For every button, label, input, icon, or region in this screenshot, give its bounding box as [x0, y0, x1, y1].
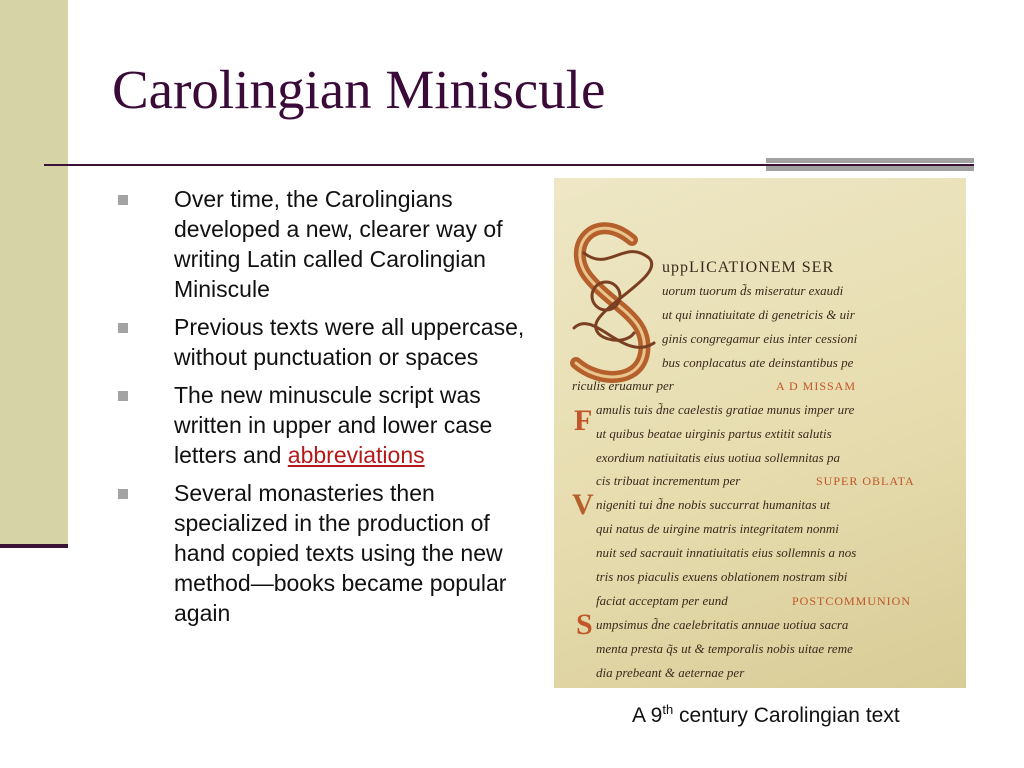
bullet-list: [112, 184, 532, 636]
abbreviations-link[interactable]: abbreviations: [287, 442, 425, 468]
manuscript-line: amulis tuis d̃ne caelestis gratiae munus imper ure: [596, 402, 855, 417]
manuscript-line: menta presta q̃s ut & temporalis nobis uitae reme: [596, 641, 853, 656]
left-decorative-band: [0, 0, 68, 547]
left-rule: [0, 544, 68, 548]
manuscript-line: uorum tuorum d̃s miseratur exaudi: [662, 283, 844, 298]
slide-title: Carolingian Miniscule: [112, 59, 606, 120]
manuscript-line: cis tribuat incrementum per: [596, 473, 741, 488]
image-caption: [632, 702, 900, 728]
square-bullet-icon: [118, 323, 128, 333]
manuscript-svg: [554, 178, 966, 688]
manuscript-line: qui natus de uirgine matris integritatem nonmi: [596, 521, 839, 536]
square-bullet-icon: [118, 489, 128, 499]
manuscript-heading: uppLICATIONEM SER: [662, 259, 835, 276]
manuscript-rubric: POSTCOMMUNION: [792, 594, 912, 608]
manuscript-line: dia prebeant & aeternae per: [596, 665, 745, 680]
square-bullet-icon: [118, 195, 128, 205]
manuscript-line: riculis eruamur per: [572, 378, 674, 393]
bullet-text: The new minuscule script was written in upper and lower case letters and: [174, 382, 493, 468]
manuscript-line: ut quibus beatae uirginis partus extitit salutis: [596, 426, 832, 441]
manuscript-rubric: A D MISSAM: [776, 379, 857, 393]
caption-superscript: th: [662, 702, 674, 717]
initial-letter: F: [574, 404, 593, 437]
manuscript-line: nuit sed sacrauit innatiuitatis eius sollemnis a nos: [596, 545, 857, 560]
title-accent-bars: [766, 158, 974, 174]
manuscript-image: [554, 178, 966, 688]
manuscript-line: tris nos piaculis exuens oblationem nostram sibi: [596, 569, 848, 584]
manuscript-rubric: SUPER OBLATA: [816, 474, 915, 488]
bullet-item: [112, 312, 532, 372]
manuscript-line: umpsimus d̃ne caelebritatis annuae uotiua sacra: [596, 617, 849, 632]
bullet-item: [112, 184, 532, 304]
manuscript-line: ut qui innatiuitate di genetricis & uir: [662, 307, 855, 322]
caption-text: A 9: [632, 704, 663, 727]
bullet-text: Over time, the Carolingians developed a new, clearer way of writing Latin called Carolingian Miniscule: [174, 186, 503, 302]
illuminated-initial-s: [574, 228, 654, 377]
bullet-item: [112, 380, 532, 470]
manuscript-line: exordium natiuitatis eius uotiua sollemnitas pa: [596, 450, 840, 465]
square-bullet-icon: [118, 391, 128, 401]
initial-letter: S: [576, 608, 593, 641]
manuscript-line: ginis congregamur eius inter cessioni: [662, 331, 858, 346]
bullet-text: Previous texts were all uppercase, without punctuation or spaces: [174, 314, 525, 370]
bullet-item: [112, 478, 532, 628]
bullet-text: Several monasteries then specialized in the production of hand copied texts using the new method—books became popular again: [174, 480, 507, 626]
manuscript-line: bus conplacatus ate deinstantibus pe: [662, 355, 854, 370]
caption-text-rest: century Carolingian text: [673, 704, 900, 727]
initial-letter: V: [572, 488, 594, 521]
manuscript-line: faciat acceptam per eund: [596, 593, 728, 608]
manuscript-line: nigeniti tui d̃ne nobis succurrat humanitas ut: [596, 497, 830, 512]
